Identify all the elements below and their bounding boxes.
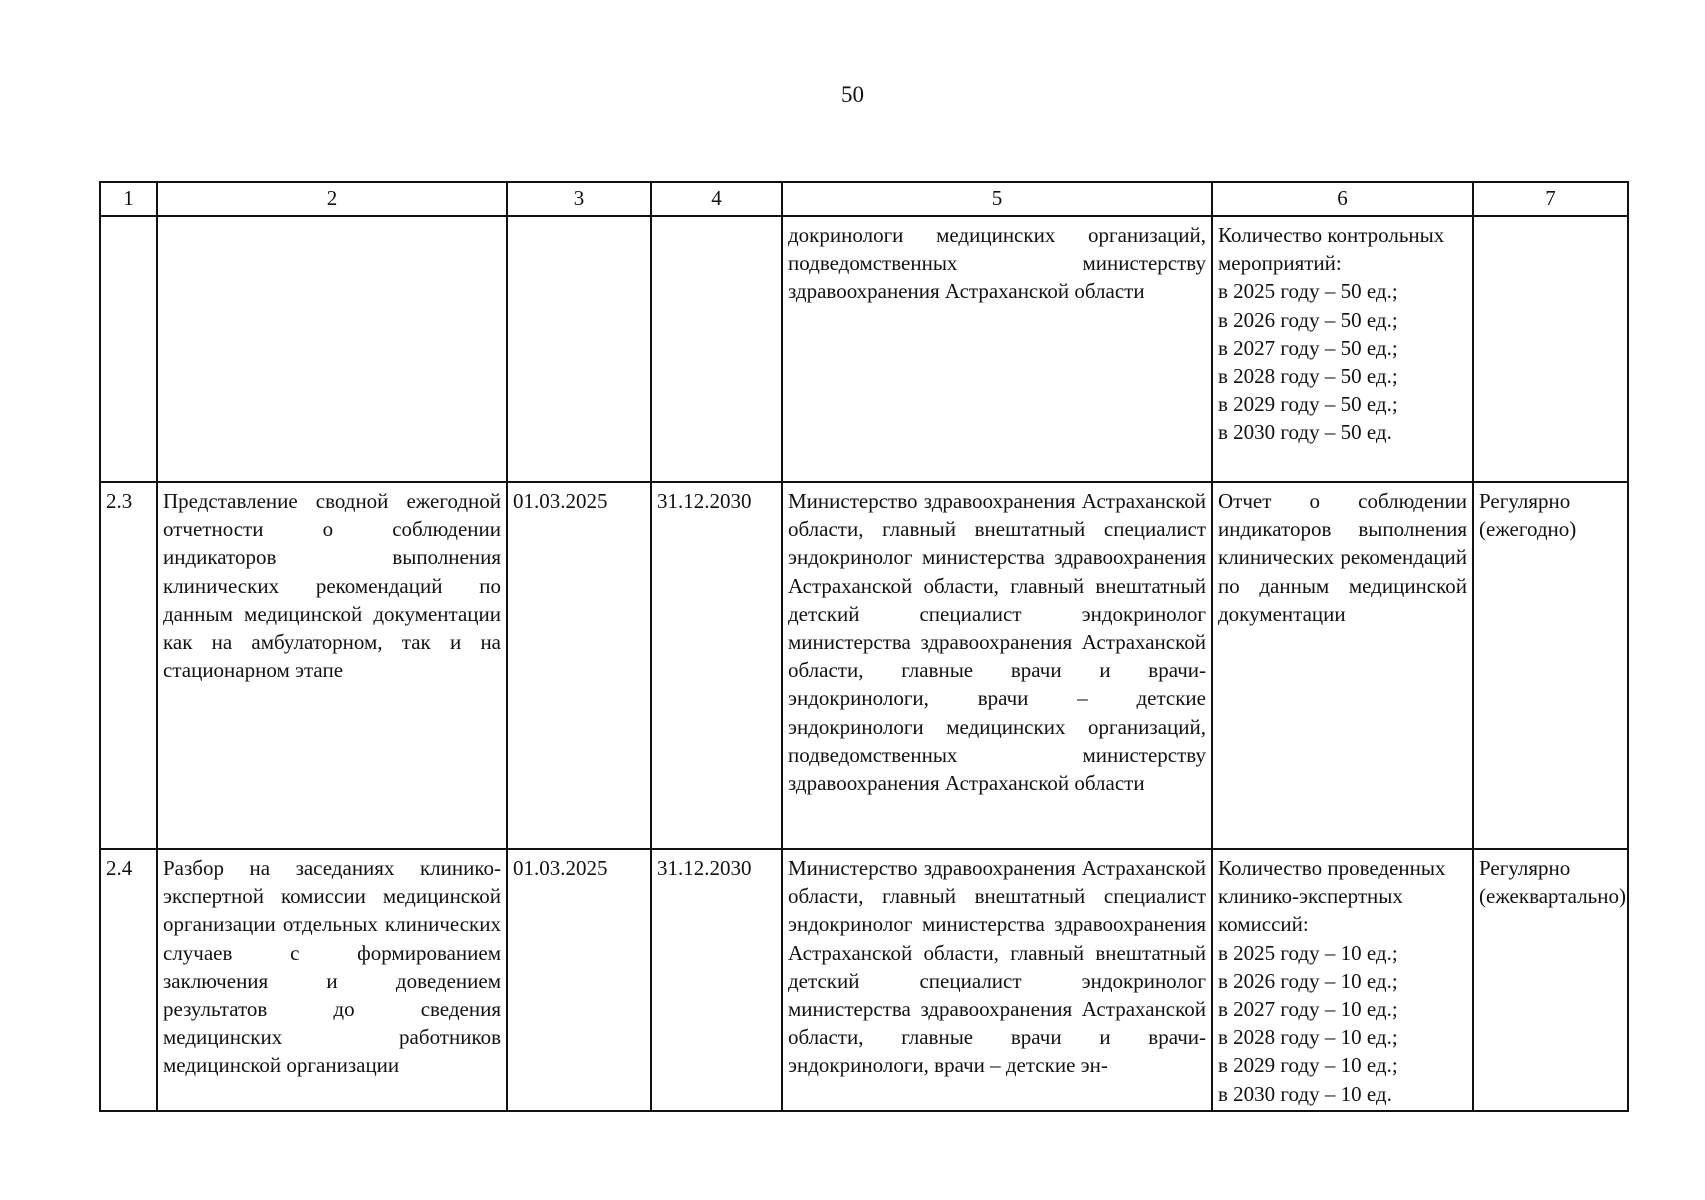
action-plan-table (99, 181, 1629, 1112)
indicator-cell: Количество проведенных клинико-экспертных комиссий: в 2025 году – 10 ед.; в 2026 году – 10 ед.; в 2027 году – 10 ед.; в 2028 году – 10 ед.; в 2029 году – 10 ед.; в 2030 году – 10 ед. (1212, 849, 1473, 1111)
end-date-cell (651, 216, 782, 482)
column-number: 6 (1212, 182, 1473, 216)
column-number: 1 (100, 182, 157, 216)
item-number-cell (100, 216, 157, 482)
item-title-cell (157, 216, 507, 482)
column-number: 7 (1473, 182, 1628, 216)
indicator-cell: Отчет о соблюдении индикаторов выполнения клинических рекомендаций по данным медицинской документации (1212, 482, 1473, 849)
table-row (100, 482, 1628, 849)
end-date-cell: 31.12.2030 (651, 849, 782, 1111)
start-date-cell (507, 216, 651, 482)
column-number-row (100, 182, 1628, 216)
item-number-cell: 2.4 (100, 849, 157, 1111)
item-title-cell: Разбор на заседаниях клинико-экспертной комиссии медицинской организации отдельных клинических случаев с формированием заключения и доведением результатов до сведения медицинских работников медицинской организации (157, 849, 507, 1111)
item-number-cell: 2.3 (100, 482, 157, 849)
end-date-cell: 31.12.2030 (651, 482, 782, 849)
page-number: 50 (841, 82, 864, 107)
periodicity-cell: Регулярно (ежеквартально) (1473, 849, 1628, 1111)
item-title-cell: Представление сводной ежегодной отчетности о соблюдении индикаторов выполнения клинических рекомендаций по данным медицинской документации как на амбулаторном, так и на стационарном этапе (157, 482, 507, 849)
column-number: 4 (651, 182, 782, 216)
indicator-cell: Количество контрольных мероприятий: в 2025 году – 50 ед.; в 2026 году – 50 ед.; в 2027 году – 50 ед.; в 2028 году – 50 ед.; в 2029 году – 50 ед.; в 2030 году – 50 ед. (1212, 216, 1473, 482)
responsible-cell: Министерство здравоохранения Астраханской области, главный внештатный специалист эндокринолог министерства здравоохранения Астраханской области, главный внештатный детский специалист эндокринолог министерства здравоохранения Астраханской области, главные врачи и врачи-эндокринологи, врачи – детские эндокринологи медицинских организаций, подведомственных министерству здравоохранения Астраханской области (782, 482, 1212, 849)
responsible-cell: докринологи медицинских организаций, подведомственных министерству здравоохранения Астраханской области (782, 216, 1212, 482)
responsible-cell: Министерство здравоохранения Астраханской области, главный внештатный специалист эндокринолог министерства здравоохранения Астраханской области, главный внештатный детский специалист эндокринолог министерства здравоохранения Астраханской области, главные врачи и врачи-эндокринологи, врачи – детские эн- (782, 849, 1212, 1111)
periodicity-cell (1473, 216, 1628, 482)
column-number: 5 (782, 182, 1212, 216)
table-row (100, 216, 1628, 482)
start-date-cell: 01.03.2025 (507, 849, 651, 1111)
table-row (100, 849, 1628, 1111)
column-number: 3 (507, 182, 651, 216)
periodicity-cell: Регулярно (ежегодно) (1473, 482, 1628, 849)
column-number: 2 (157, 182, 507, 216)
start-date-cell: 01.03.2025 (507, 482, 651, 849)
